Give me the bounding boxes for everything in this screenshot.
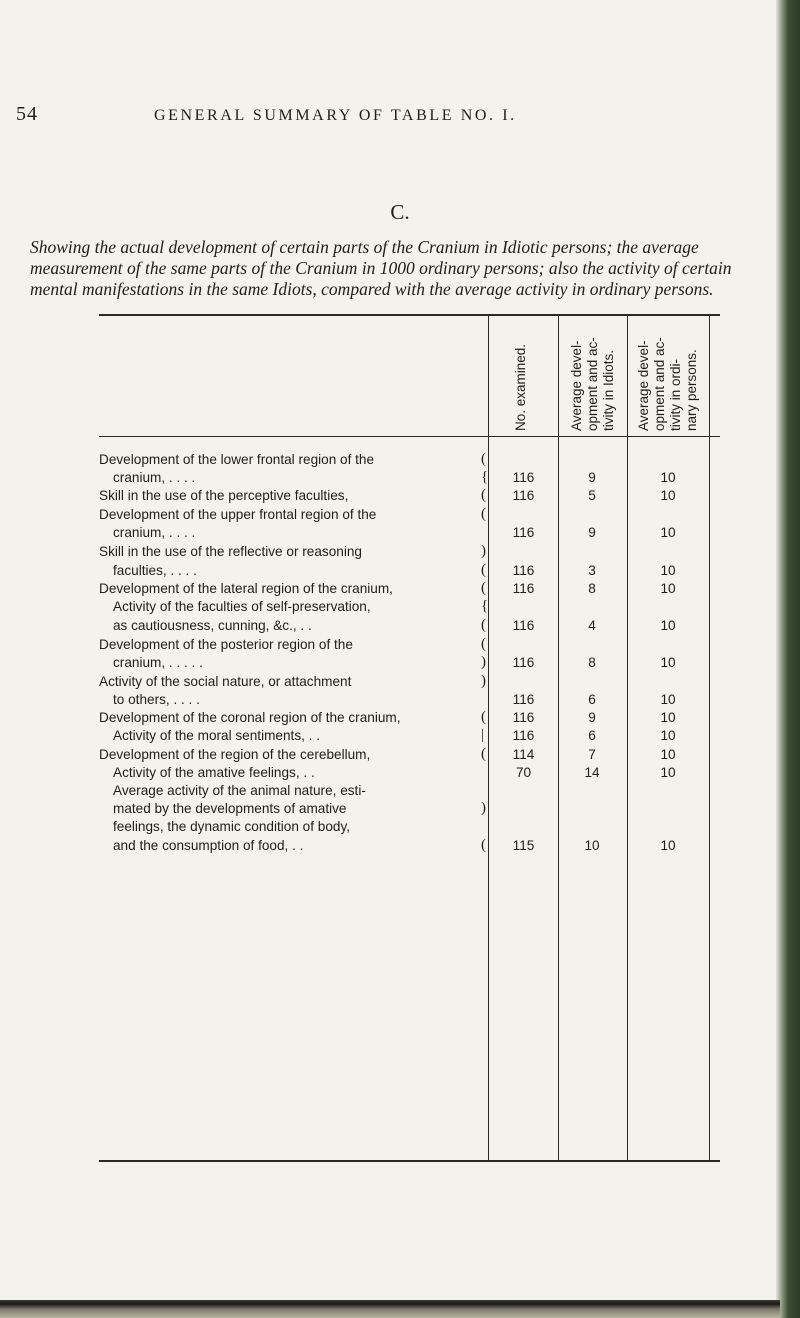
column-divider-1 (488, 314, 489, 1162)
idiots-value: 5 (588, 488, 596, 503)
row-label-line: feelings, the dynamic condition of body, (113, 819, 351, 834)
examined-value: 116 (512, 618, 535, 633)
row-label-line: Development of the lower frontal region of the (99, 452, 375, 467)
row-label-line: as cautiousness, cunning, &c., . . (113, 618, 312, 633)
idiots-value: 6 (588, 728, 596, 743)
idiots-value: 9 (588, 525, 596, 540)
row-label-line: cranium, . . . . (113, 525, 196, 540)
row-label-line: to others, . . . . (113, 692, 200, 707)
ordinary-value: 10 (660, 710, 676, 725)
table-caption: Showing the actual development of certain parts of the Cranium in Idiotic persons; the average measurement of the same parts of the Cranium in 1000 ordinary persons; also the activity of certain mental manifestations in the same Idiots, compared with the average activity in ordinary persons. (30, 237, 732, 299)
ordinary-value: 10 (660, 525, 676, 540)
row-label-line: Average activity of the animal nature, esti- (113, 783, 366, 798)
row-label-line: Development of the region of the cerebellum, (99, 747, 371, 762)
row-label-line: mated by the developments of amative (113, 801, 347, 816)
examined-value: 116 (512, 581, 535, 596)
running-head: GENERAL SUMMARY OF TABLE NO. I. (154, 107, 517, 124)
row-label-line: cranium, . . . . . (113, 655, 203, 670)
column-divider-4 (709, 314, 710, 1162)
header-average-ordinary: Average devel- opment and ac- tivity in ordi- nary persons. (636, 337, 699, 431)
idiots-value: 8 (588, 581, 596, 596)
examined-value: 116 (512, 488, 535, 503)
idiots-value: 4 (588, 618, 596, 633)
ordinary-value: 10 (660, 563, 676, 578)
table-label: C. (390, 200, 410, 224)
ordinary-value: 10 (660, 618, 676, 633)
ordinary-value: 10 (660, 470, 676, 485)
column-divider-3 (627, 314, 628, 1162)
ordinary-value: 10 (660, 581, 676, 596)
ordinary-value: 10 (660, 488, 676, 503)
examined-value: 70 (515, 765, 532, 780)
row-label-line: Development of the upper frontal region of the (99, 507, 377, 522)
row-label-line: Development of the coronal region of the cranium, (99, 710, 401, 725)
examined-value: 116 (512, 728, 535, 743)
examined-value: 116 (512, 563, 535, 578)
idiots-value: 9 (588, 710, 596, 725)
brace: ( (481, 487, 486, 503)
page-edge-shadow (776, 0, 800, 1318)
brace: ( (481, 837, 486, 853)
ordinary-value: 10 (660, 692, 676, 707)
brace: ( (481, 709, 486, 725)
row-label-line: Skill in the use of the reflective or reasoning (99, 544, 362, 559)
brace: { (481, 469, 489, 485)
idiots-value: 10 (584, 838, 600, 853)
page-bottom-edge (0, 1300, 780, 1318)
idiots-value: 7 (588, 747, 596, 762)
row-label-line: cranium, . . . . (113, 470, 196, 485)
brace: ) (481, 654, 486, 670)
row-label-line: faculties, . . . . (113, 563, 197, 578)
brace: ( (481, 580, 486, 596)
brace: ) (481, 800, 486, 816)
examined-value: 116 (512, 470, 535, 485)
examined-value: 116 (512, 525, 535, 540)
row-label-line: and the consumption of food, . . (113, 838, 304, 853)
brace: ( (481, 617, 486, 633)
brace: ( (481, 562, 486, 578)
idiots-value: 6 (588, 692, 596, 707)
brace: ( (481, 506, 486, 522)
row-label-line: Activity of the faculties of self-preservation, (113, 599, 371, 614)
brace: ( (481, 636, 486, 652)
row-label-line: Activity of the social nature, or attachment (99, 674, 352, 689)
summary-table (99, 314, 720, 1164)
row-label-line: Skill in the use of the perceptive faculties, (99, 488, 349, 503)
idiots-value: 8 (588, 655, 596, 670)
examined-value: 116 (512, 710, 535, 725)
idiots-value: 9 (588, 470, 596, 485)
brace: ) (481, 543, 486, 559)
row-label-line: Activity of the amative feelings, . . (113, 765, 315, 780)
idiots-value: 3 (588, 563, 596, 578)
ordinary-value: 10 (660, 655, 676, 670)
row-label-line: Activity of the moral sentiments, . . (113, 728, 320, 743)
brace: ( (481, 451, 486, 467)
examined-value: 115 (512, 838, 535, 853)
row-label-line: Development of the lateral region of the cranium, (99, 581, 393, 596)
ordinary-value: 10 (660, 765, 676, 780)
page-number: 54 (16, 103, 38, 125)
row-label-line: Development of the posterior region of the (99, 637, 353, 652)
examined-value: 116 (512, 655, 535, 670)
ordinary-value: 10 (660, 747, 676, 762)
brace: | (481, 727, 485, 743)
brace: ) (481, 673, 486, 689)
ordinary-value: 10 (660, 838, 676, 853)
column-divider-2 (558, 314, 559, 1162)
brace: ( (481, 746, 486, 762)
ordinary-value: 10 (660, 728, 676, 743)
header-average-idiots: Average devel- opment and ac- tivity in Idiots. (569, 337, 616, 431)
header-no-examined: No. examined. (513, 343, 528, 431)
examined-value: 114 (512, 747, 535, 762)
examined-value: 116 (512, 692, 535, 707)
brace: { (481, 598, 489, 614)
idiots-value: 14 (584, 765, 600, 780)
